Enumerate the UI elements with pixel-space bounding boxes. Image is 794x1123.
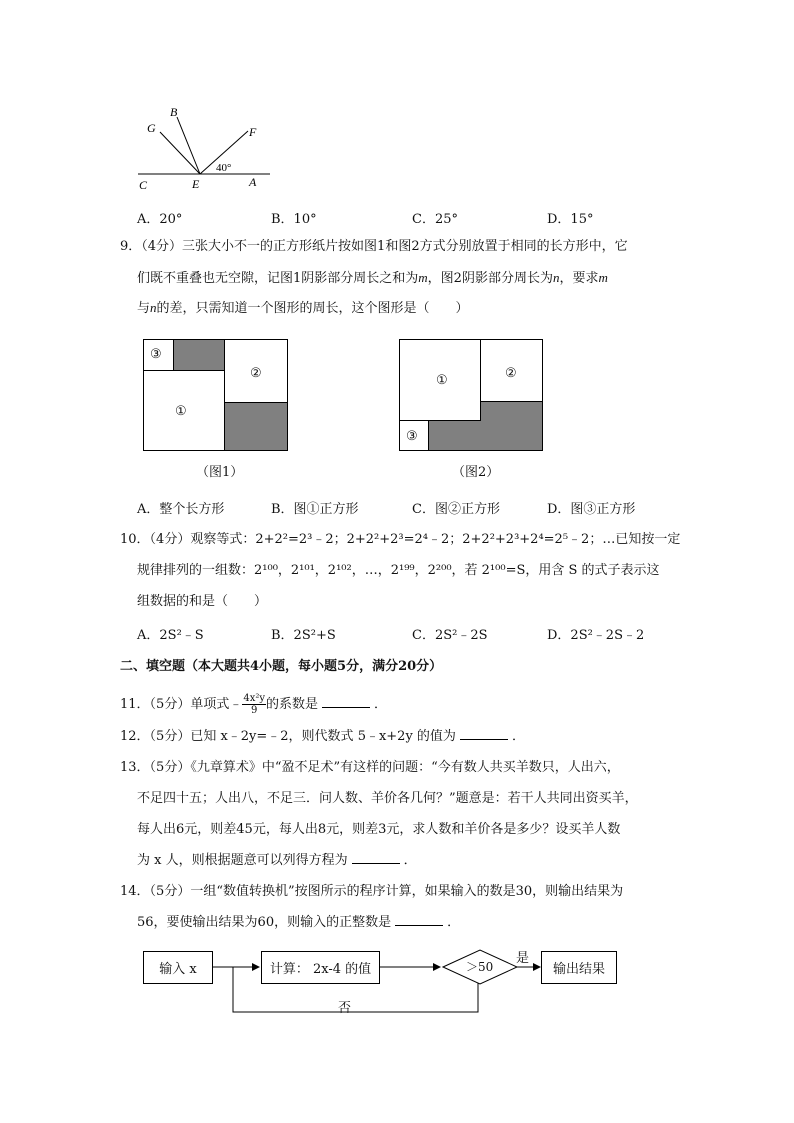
q10-line1: 10．（4分）观察等式：2+2²=2³﹣2；2+2²+2³=2⁴﹣2；2+2²+2³+2⁴=2⁵﹣2；…已知按一定 [120,532,681,547]
fig2-caption: （图2） [452,465,500,480]
label-A: A [249,175,257,189]
q9-option-b: B．图①正方形 [271,502,359,517]
q8-option-b: B．10° [271,212,317,227]
flow-input-box: 输入 x [143,951,213,984]
flow-compute-box: 计算： 2x-4 的值 [261,951,380,984]
q14-line1: 14．（5分）一组“数值转换机”按图所示的程序计算，如果输入的数是30，则输出结果为 [120,884,624,899]
label-E: E [192,177,200,191]
label-G: G [147,121,156,135]
q8-option-d: D．15° [547,212,594,227]
label-C: C [139,178,148,192]
q9-line1: 9．（4分）三张大小不一的正方形纸片按如图1和图2方式分别放置于相同的长方形中，它 [120,239,628,254]
q14-answer-blank[interactable] [395,913,443,926]
q12-answer-blank[interactable] [460,727,508,740]
section-2-heading: 二、填空题（本大题共4小题，每小题5分，满分20分） [120,659,443,674]
q10-option-a: A．2S²﹣S [137,628,204,643]
q12: 12．（5分）已知 x﹣2y=﹣2，则代数式 5﹣x+2y 的值为 ． [120,729,525,744]
q9-option-c: C．图②正方形 [412,502,500,517]
flow-yes-label: 是 [516,951,530,966]
q13-line2: 不足四十五；人出八，不足三．问人数、羊价各几何？”题意是：若干人共同出资买羊， [137,791,638,806]
q13-answer-blank[interactable] [352,851,400,864]
q10-option-d: D．2S²﹣2S﹣2 [547,628,645,643]
fig2-square2-label: ② [505,366,517,381]
fig1-square3-label: ③ [150,347,162,362]
q10-line3: 组数据的和是（ ） [137,594,268,609]
fig1-square2-label: ② [250,366,262,381]
q14-line2: 56，要使输出结果为60，则输入的正整数是 ． [137,915,461,930]
fig1-caption: （图1） [196,465,244,480]
flow-output-box: 输出结果 [541,951,617,984]
q9-option-a: A．整个长方形 [137,502,225,517]
q8-option-c: C．25° [412,212,458,227]
q8-angle-figure [130,100,280,195]
flow-no-label: 否 [338,1001,352,1016]
fig2-square1-label: ① [436,373,448,388]
q8-option-a: A．20° [137,212,183,227]
label-angle: 40° [216,162,232,174]
q11-answer-blank[interactable] [322,695,370,708]
q10-option-b: B．2S²+S [271,628,336,643]
q9-line3: 与n的差，只需知道一个图形的周长，这个图形是（ ） [137,300,469,316]
label-B: B [170,105,178,119]
fig1-square1-label: ① [175,404,187,419]
q13-line4: 为 x 人，则根据题意可以列得方程为 ． [137,853,417,868]
q9-option-d: D．图③正方形 [547,502,636,517]
q13-line1: 13．（5分）《九章算术》中“盈不足术”有这样的问题：“今有数人共买羊数只，人出六， [120,760,620,775]
q9-line2: 们既不重叠也无空隙，记图1阴影部分周长之和为m，图2阴影部分周长为n，要求m [137,270,608,286]
q11: 11．（5分）单项式﹣ $\frac{\text{4x²y}}{9}$ 的系数是 ． [120,693,388,716]
label-F: F [249,125,257,139]
q10-option-c: C．2S²﹣2S [412,628,488,643]
fig2-square3-label: ③ [406,429,418,444]
q10-line2: 规律排列的一组数：2¹⁰⁰，2¹⁰¹，2¹⁰²，…，2¹⁹⁹，2²⁰⁰，若 2¹⁰⁰=S，用含 S 的式子表示这 [137,563,660,578]
q13-line3: 每人出6元，则差45元，每人出8元，则差3元，求人数和羊价各是多少？设买羊人数 [137,822,621,837]
flow-condition: ＞50 [466,960,494,974]
